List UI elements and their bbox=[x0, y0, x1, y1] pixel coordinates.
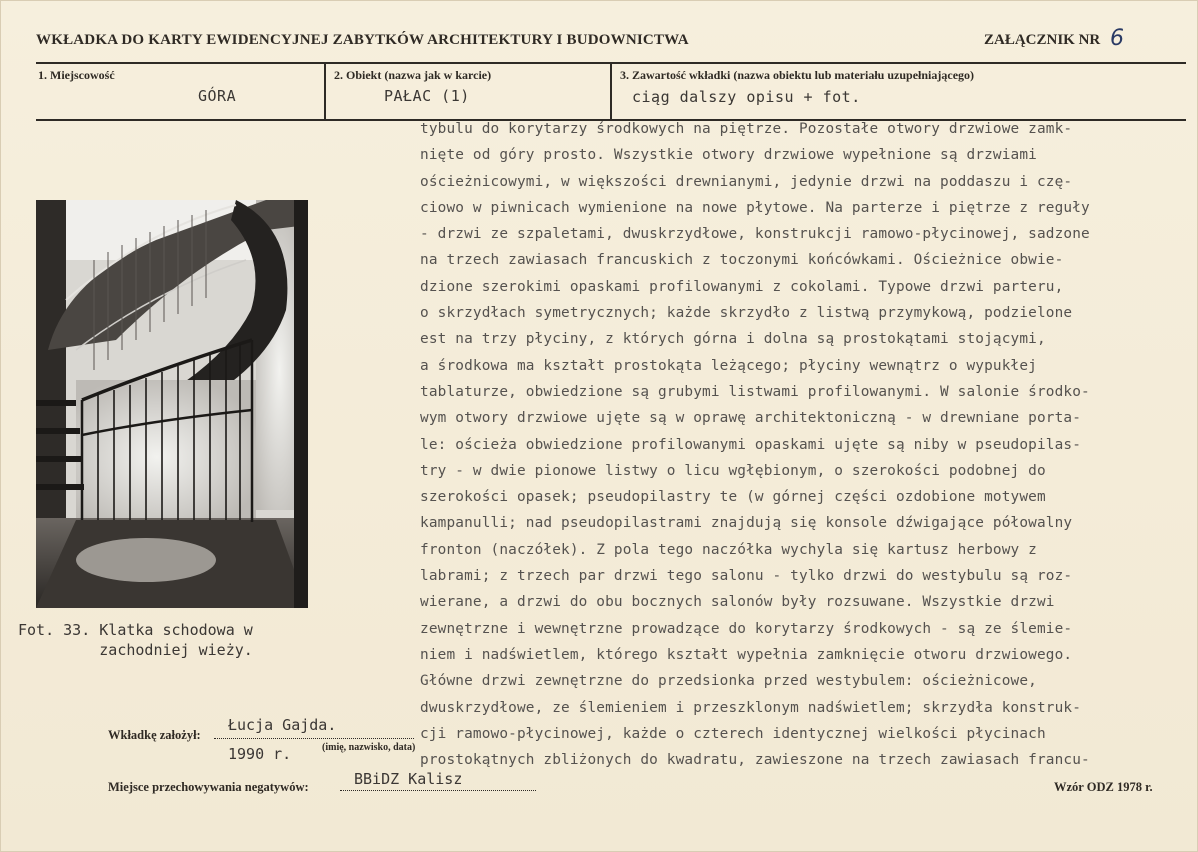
description-line: na trzech zawiasach francuskich z toczonymi końcówkami. Ościeżnice obwie- bbox=[420, 252, 1064, 269]
description-line: szerokości opasek; pseudopilastry te (w górnej części ozdobione motywem bbox=[420, 489, 1046, 506]
field-divider-1 bbox=[324, 64, 326, 120]
caption-line-1: Fot. 33. Klatka schodowa w bbox=[18, 621, 253, 639]
description-line: prostokątnych zbliżonych do kwadratu, zawieszone na trzech zawiasach francu- bbox=[420, 752, 1090, 769]
description-line: a środkowa ma kształt prostokąta leżącego; płyciny wewnątrz o wypukłej bbox=[420, 357, 1037, 374]
object-value: PAŁAC (1) bbox=[384, 87, 470, 105]
description-line: tybulu do korytarzy środkowych na piętrze. Pozostałe otwory drzwiowe zamk- bbox=[420, 121, 1073, 137]
description-line: ościeżnicowymi, w większości drewnianymi, jedynie drzwi na poddaszu i czę- bbox=[420, 173, 1073, 190]
description-line: est na trzy płyciny, z których górna i dolna są prostokątami stojącymi, bbox=[420, 331, 1046, 348]
description-line: o skrzydłach symetrycznych; każde skrzydło z listwą przymykową, podzielone bbox=[420, 305, 1073, 322]
annex-label: ZAŁĄCZNIK NR bbox=[984, 32, 1101, 48]
storage-value: BBiDZ Kalisz bbox=[354, 770, 463, 788]
description-line: cji ramowo-płycinowej, każde o czterech identycznej wielkości płycinach bbox=[420, 725, 1046, 742]
annex-number: 6 bbox=[1110, 26, 1124, 51]
description-line: - drzwi ze szpaletami, dwuskrzydłowe, konstrukcji ramowo-płycinowej, sadzone bbox=[420, 226, 1090, 243]
description-line: wierane, a drzwi do obu bocznych salonów były rozsuwane. Wszystkie drzwi bbox=[420, 594, 1055, 611]
description-line: le: ościeża obwiedzione profilowanymi opaskami ujęte są niby w pseudopilas- bbox=[420, 436, 1082, 453]
card-title: WKŁADKA DO KARTY EWIDENCYJNEJ ZABYTKÓW ARCHITEKTURY I BUDOWNICTWA bbox=[36, 32, 689, 48]
storage-line bbox=[340, 790, 536, 791]
name-hint: (imię, nazwisko, data) bbox=[322, 742, 416, 753]
storage-label: Miejsce przechowywania negatywów: bbox=[108, 780, 309, 794]
description-line: ciowo w piwnicach wymienione na nowe płytowe. Na parterze i piętrze z reguły bbox=[420, 199, 1090, 216]
description-line: wym otwory drzwiowe ujęte są w oprawę architektoniczną - w drewniane porta- bbox=[420, 410, 1082, 427]
content-value: ciąg dalszy opisu + fot. bbox=[632, 88, 861, 106]
form-model: Wzór ODZ 1978 r. bbox=[1054, 780, 1153, 794]
description-line: labrami; z trzech par drzwi tego salonu - tylko drzwi do westybulu są roz- bbox=[420, 568, 1073, 585]
place-value: GÓRA bbox=[198, 87, 237, 105]
description-text bbox=[420, 116, 1190, 773]
description-line: dzione szerokimi opaskami profilowanymi z cokolami. Typowe drzwi parteru, bbox=[420, 278, 1064, 295]
year-value: 1990 r. bbox=[228, 745, 292, 763]
staircase-photo bbox=[36, 200, 308, 608]
field-divider-2 bbox=[610, 64, 612, 120]
compiled-by-line bbox=[214, 738, 414, 739]
compiled-by-value: Łucja Gajda. bbox=[228, 716, 337, 734]
description-line: niem i nadświetlem, którego kształt wypełnia zamknięcie otworu drzwiowego. bbox=[420, 646, 1073, 663]
photo-caption bbox=[18, 620, 253, 660]
caption-line-2: zachodniej wieży. bbox=[99, 641, 253, 659]
description-line: nięte od góry prosto. Wszystkie otwory drzwiowe wypełnione są drzwiami bbox=[420, 147, 1037, 164]
content-label: 3. Zawartość wkładki (nazwa obiektu lub materiału uzupełniającego) bbox=[620, 68, 975, 82]
description-line: kampanulli; nad pseudopilastrami znajdują się konsole dźwigające półowalny bbox=[420, 515, 1073, 532]
description-line: Główne drzwi zewnętrzne do przedsionka przed westybulem: ościeżnicowe, bbox=[420, 673, 1037, 690]
description-line: dwuskrzydłowe, ze ślemieniem i przeszklonym nadświetlem; skrzydła konstruk- bbox=[420, 699, 1082, 716]
object-label: 2. Obiekt (nazwa jak w karcie) bbox=[334, 68, 492, 82]
description-line: try - w dwie pionowe listwy o licu wgłębionym, o szerokości podobnej do bbox=[420, 462, 1046, 479]
description-line: fronton (naczółek). Z pola tego naczółka wychyla się kartusz herbowy z bbox=[420, 541, 1037, 558]
description-line: tablaturze, obwiedzione są grubymi listwami profilowanymi. W salonie środko- bbox=[420, 383, 1090, 400]
place-label: 1. Miejscowość bbox=[38, 68, 115, 82]
staircase-image bbox=[36, 200, 308, 608]
description-line: zewnętrzne i wewnętrzne prowadzące do korytarzy środkowych - są ze ślemie- bbox=[420, 620, 1073, 637]
compiled-by-label: Wkładkę założył: bbox=[108, 728, 201, 742]
